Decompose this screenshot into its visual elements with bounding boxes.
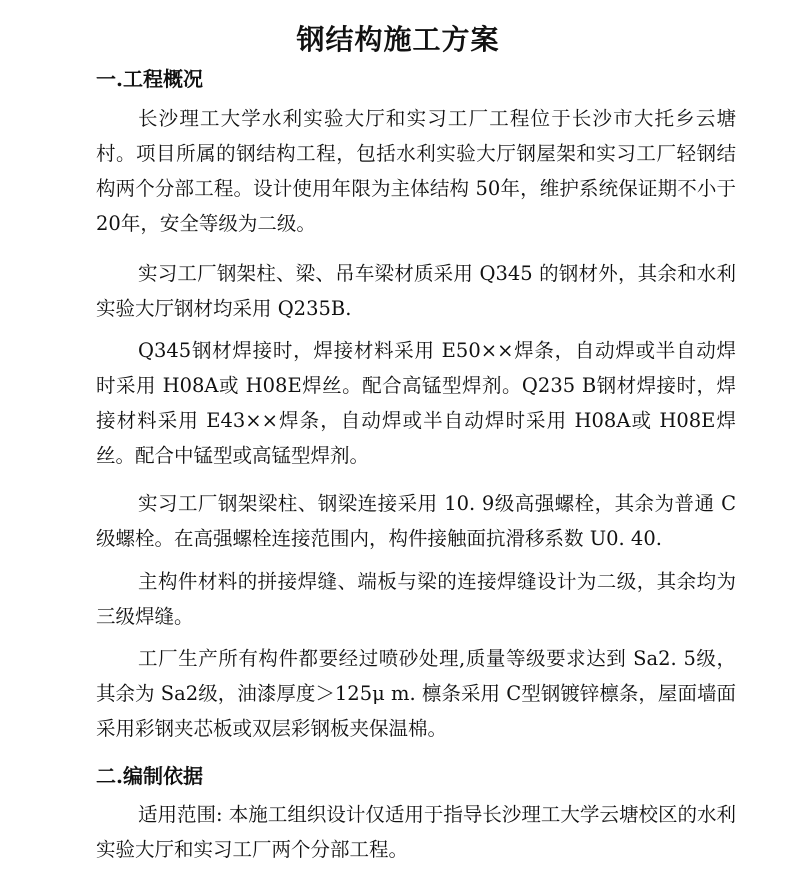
document-title: 钢结构施工方案 — [296, 23, 500, 56]
section-heading-basis: 二.编制依据 — [96, 764, 203, 788]
paragraph-welding: Q345钢材焊接时，焊接材料采用 E50××焊条，自动焊或半自动焊时采用 H08A或 H08E焊丝。配合高锰型焊剂。Q235 B钢材焊接时，焊接材料采用 E43××焊条，自动焊或半自动焊时采用 H08A或 H08E焊丝。配合中锰型或高锰型焊剂。 — [96, 339, 736, 467]
paragraph-scope: 适用范围: 本施工组织设计仅适用于指导长沙理工大学云塘校区的水利实验大厅和实习工厂两个分部工程。 — [96, 803, 736, 861]
section-heading-project-overview: 一.工程概况 — [96, 67, 203, 91]
paragraph-weld-grade: 主构件材料的拼接焊缝、端板与梁的连接焊缝设计为二级，其余均为三级焊缝。 — [96, 570, 736, 628]
paragraph-bolts: 实习工厂钢架梁柱、钢梁连接采用 10. 9级高强螺栓，其余为普通 C级螺栓。在高强螺栓连接范围内，构件接触面抗滑移系数 U0. 40. — [96, 492, 736, 550]
paragraph-steel-material: 实习工厂钢架柱、梁、吊车梁材质采用 Q345 的钢材外，其余和水利实验大厅钢材均采用 Q235B. — [96, 262, 736, 320]
paragraph-surface-treatment: 工厂生产所有构件都要经过喷砂处理,质量等级要求达到 Sa2. 5级，其余为 Sa2级，油漆厚度＞125μ m. 檩条采用 C型钢镀锌檩条，屋面墙面采用彩钢夹芯板或双层彩钢板夹保温棉。 — [96, 647, 736, 740]
paragraph-project-location: 长沙理工大学水利实验大厅和实习工厂工程位于长沙市大托乡云塘村。项目所属的钢结构工程，包括水利实验大厅钢屋架和实习工厂轻钢结构两个分部工程。设计使用年限为主体结构 50年，维护系统保证期不小于 20年，安全等级为二级。 — [96, 107, 736, 235]
